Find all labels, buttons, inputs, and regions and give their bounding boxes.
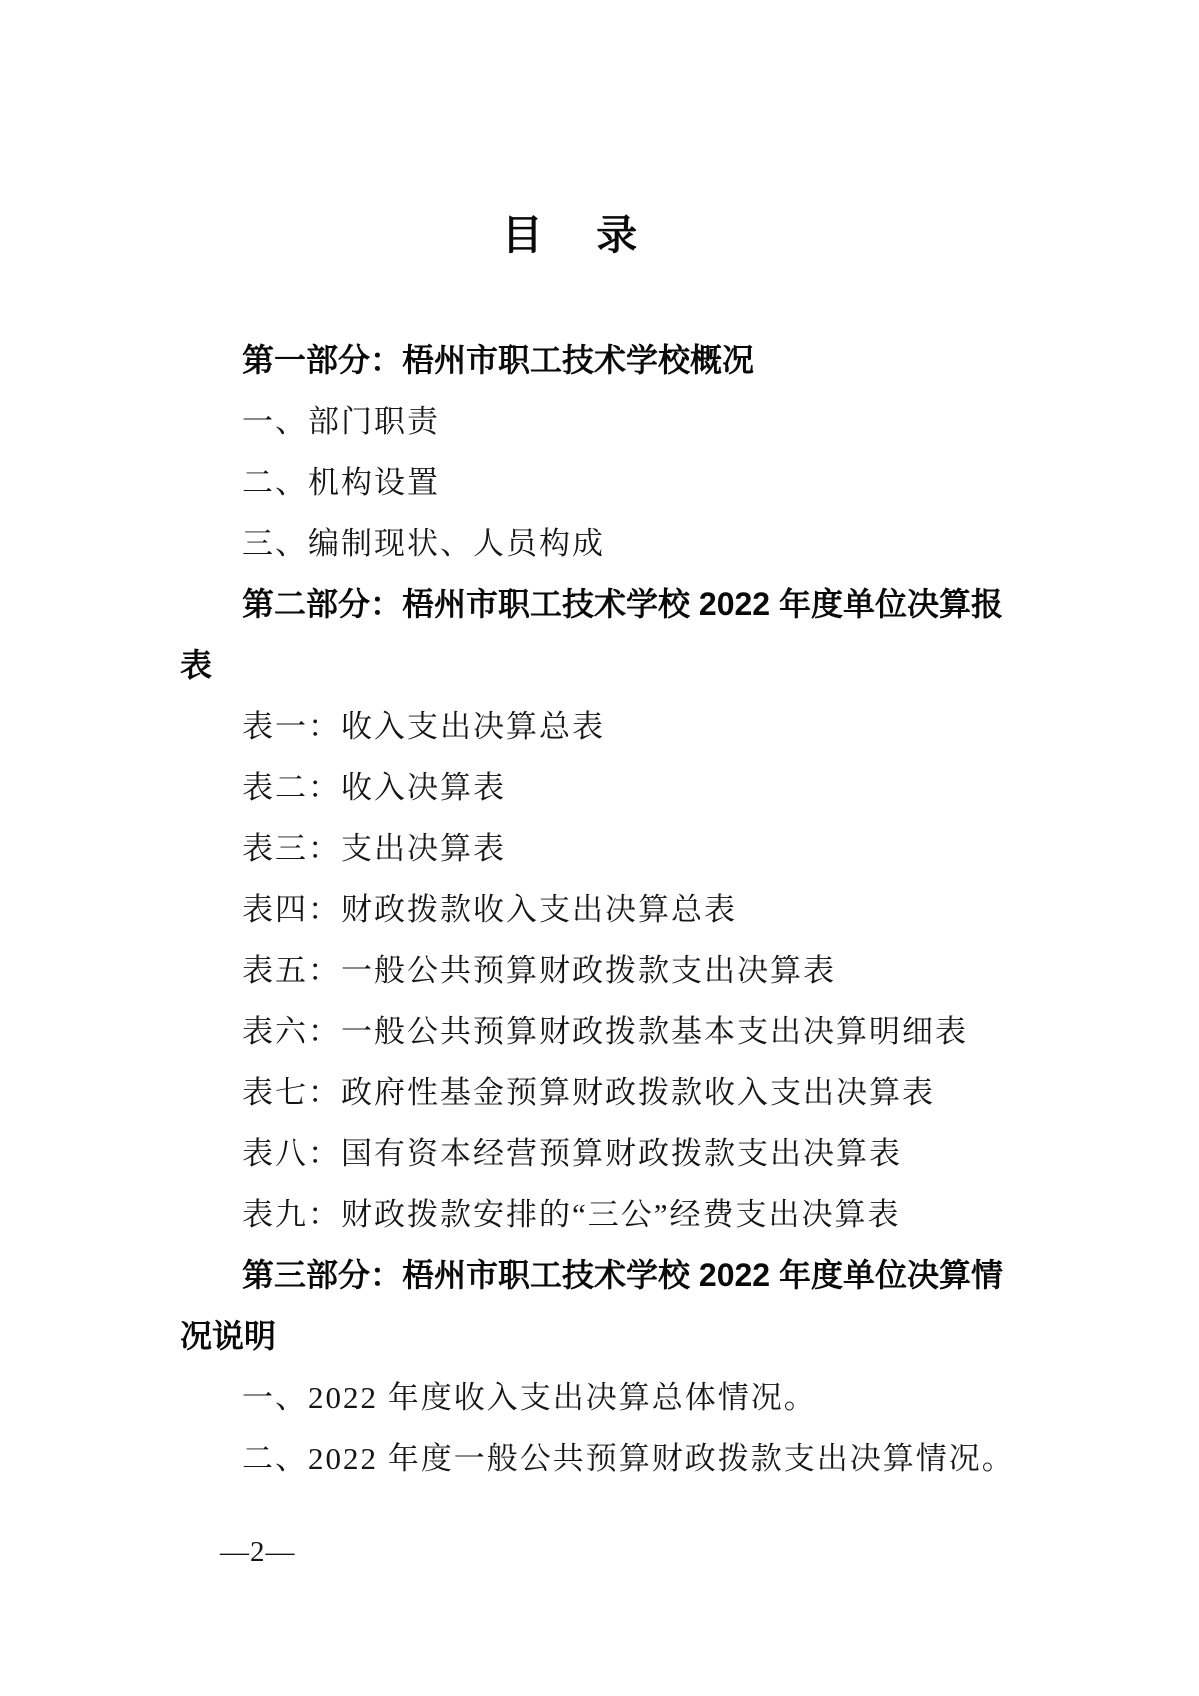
toc-item: 表九：财政拨款安排的“三公”经费支出决算表 — [242, 1197, 901, 1232]
toc-item: 表八：国有资本经营预算财政拨款支出决算表 — [242, 1136, 902, 1171]
toc-item: 表五：一般公共预算财政拨款支出决算表 — [242, 953, 836, 988]
toc-item: 表七：政府性基金预算财政拨款收入支出决算表 — [242, 1075, 935, 1110]
section-heading: 第三部分：梧州市职工技术学校 2022 年度单位决算情 — [242, 1257, 1003, 1293]
page-number: —2— — [220, 1536, 296, 1568]
section-heading-continuation: 况说明 — [180, 1318, 277, 1354]
section-heading: 第二部分：梧州市职工技术学校 2022 年度单位决算报 — [242, 586, 1003, 622]
toc-item: 三、编制现状、人员构成 — [242, 526, 605, 561]
toc-item: 表一：收入支出决算总表 — [242, 709, 605, 744]
section-heading-continuation: 表 — [180, 647, 213, 683]
toc-item: 一、部门职责 — [242, 404, 440, 439]
toc-item: 表六：一般公共预算财政拨款基本支出决算明细表 — [242, 1014, 968, 1049]
page-title: 目 录 — [501, 212, 638, 258]
table-of-contents — [180, 330, 1080, 1489]
toc-item: 表二：收入决算表 — [242, 770, 506, 805]
toc-item: 表四：财政拨款收入支出决算总表 — [242, 892, 737, 927]
toc-item: 二、机构设置 — [242, 465, 440, 500]
toc-item: 表三：支出决算表 — [242, 831, 506, 866]
toc-item: 一、2022 年度收入支出决算总体情况。 — [242, 1380, 817, 1415]
toc-item: 二、2022 年度一般公共预算财政拨款支出决算情况。 — [242, 1441, 1015, 1476]
section-heading: 第一部分：梧州市职工技术学校概况 — [242, 342, 755, 378]
